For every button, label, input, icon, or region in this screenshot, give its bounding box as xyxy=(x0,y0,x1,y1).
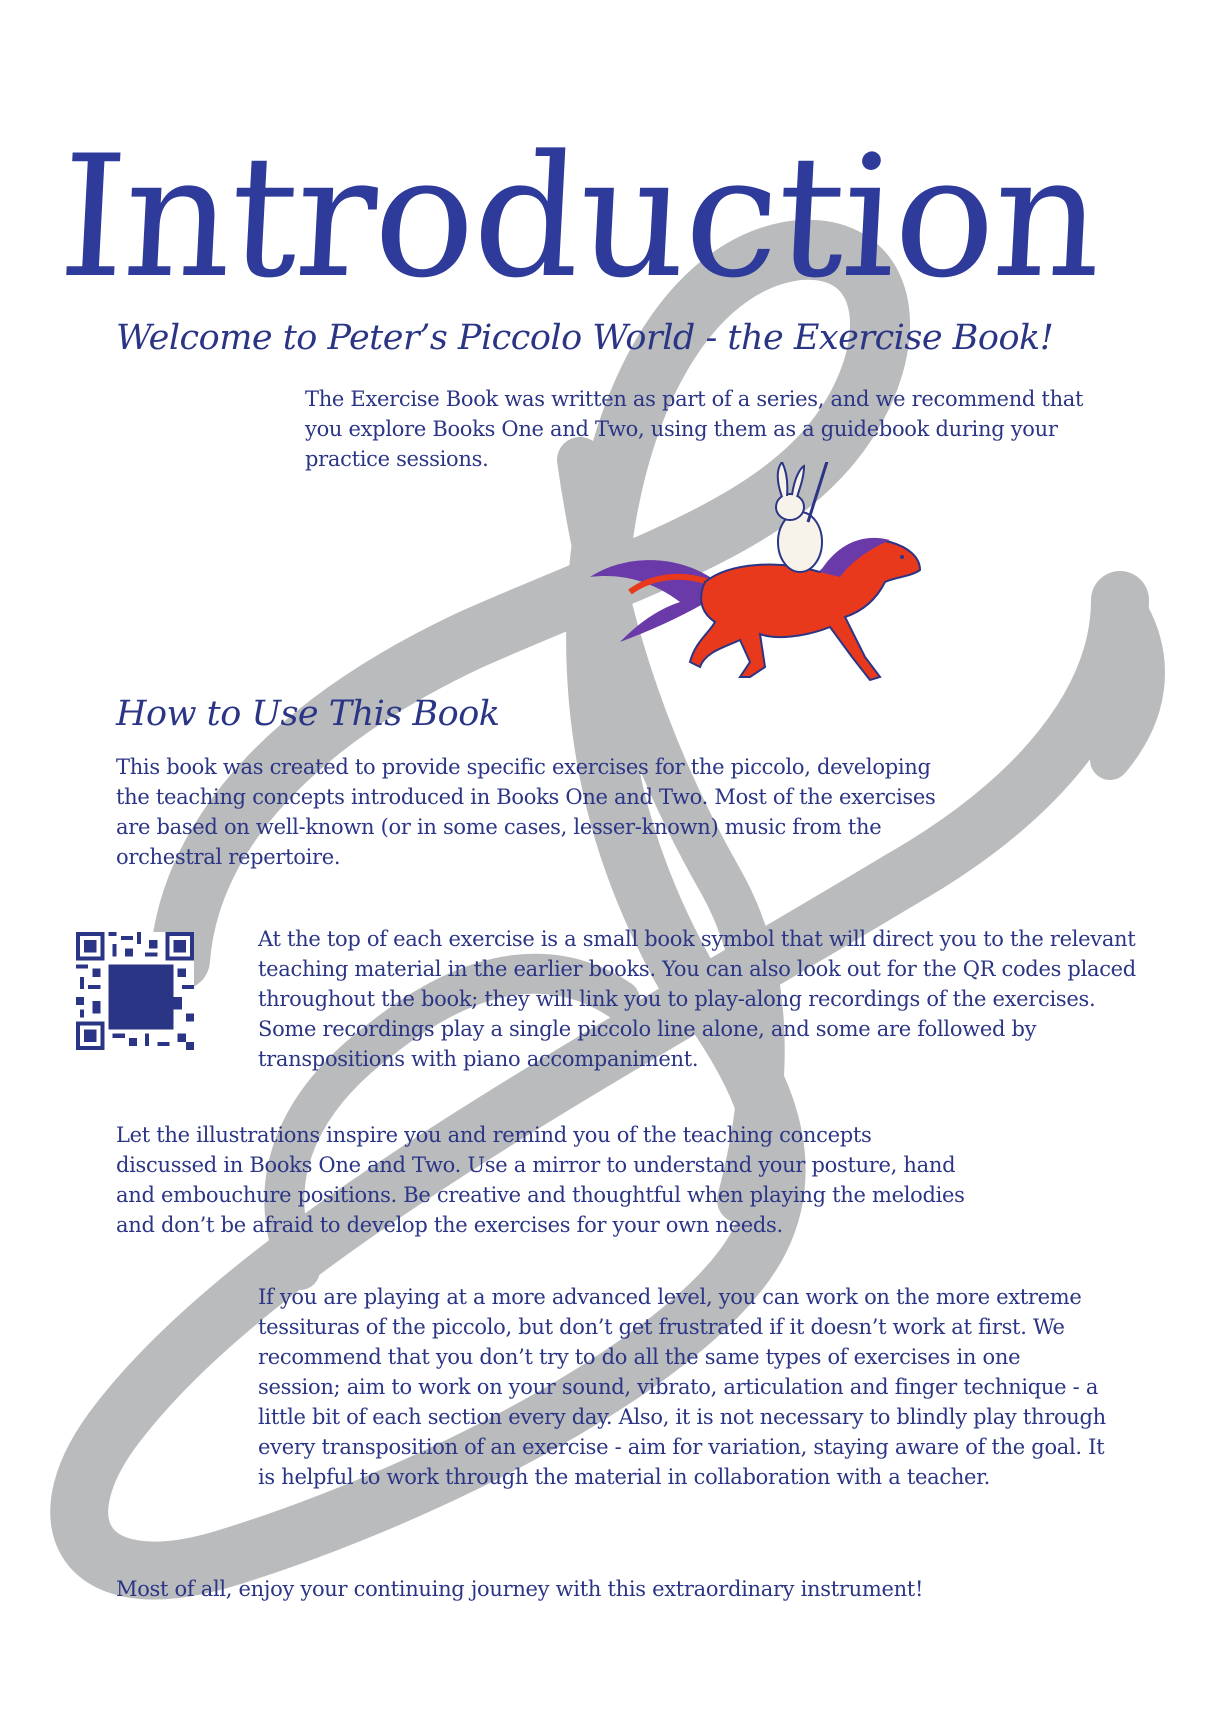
qr-code-icon[interactable] xyxy=(76,932,194,1050)
closing-paragraph: Most of all, enjoy your continuing journey with this extraordinary instrument! xyxy=(116,1577,924,1601)
advanced-paragraph: If you are playing at a more advanced level, you can work on the more extreme tessituras of the piccolo, but don’t get frustrated if it doesn’t work at first. We recommend that you don’t try to do all the same types of exercises in one session; aim to work on your sound, vibrato, articulation and finger technique - a little bit of each section every day. Also, it is not necessary to blindly play through every transposition of an exercise - aim for variation, staying aware of the goal. It is helpful to work through the material in collaboration with a teacher. xyxy=(258,1285,1106,1489)
welcome-heading: Welcome to Peter’s Piccolo World - the Exercise Book! xyxy=(116,318,1054,358)
how-to-use-heading: How to Use This Book xyxy=(116,694,500,734)
rabbit-riding-horse-illustration xyxy=(590,462,930,712)
welcome-paragraph: The Exercise Book was written as part of a series, and we recommend that you explore Books One and Two, using them as a guidebook during your practice sessions. xyxy=(305,387,1084,471)
illustrations-paragraph: Let the illustrations inspire you and remind you of the teaching concepts discussed in Books One and Two. Use a mirror to understand your posture, hand and embouchure positions. Be creative and thoughtful when playing the melodies and don’t be afraid to develop the exercises for your own needs. xyxy=(116,1123,965,1237)
page-title: Introduction xyxy=(54,118,1106,315)
qr-paragraph: At the top of each exercise is a small book symbol that will direct you to the relevant teaching material in the earlier books. You can also look out for the QR codes placed throughout the book; they will link you to play-along recordings of the exercises. Some recordings play a single piccolo line alone, and some are followed by transpositions with piano accompaniment. xyxy=(258,927,1136,1071)
how-to-use-paragraph: This book was created to provide specific exercises for the piccolo, developing the teaching concepts introduced in Books One and Two. Most of the exercises are based on well-known (or in some cases, lesser-known) music from the orchestral repertoire. xyxy=(116,755,936,869)
